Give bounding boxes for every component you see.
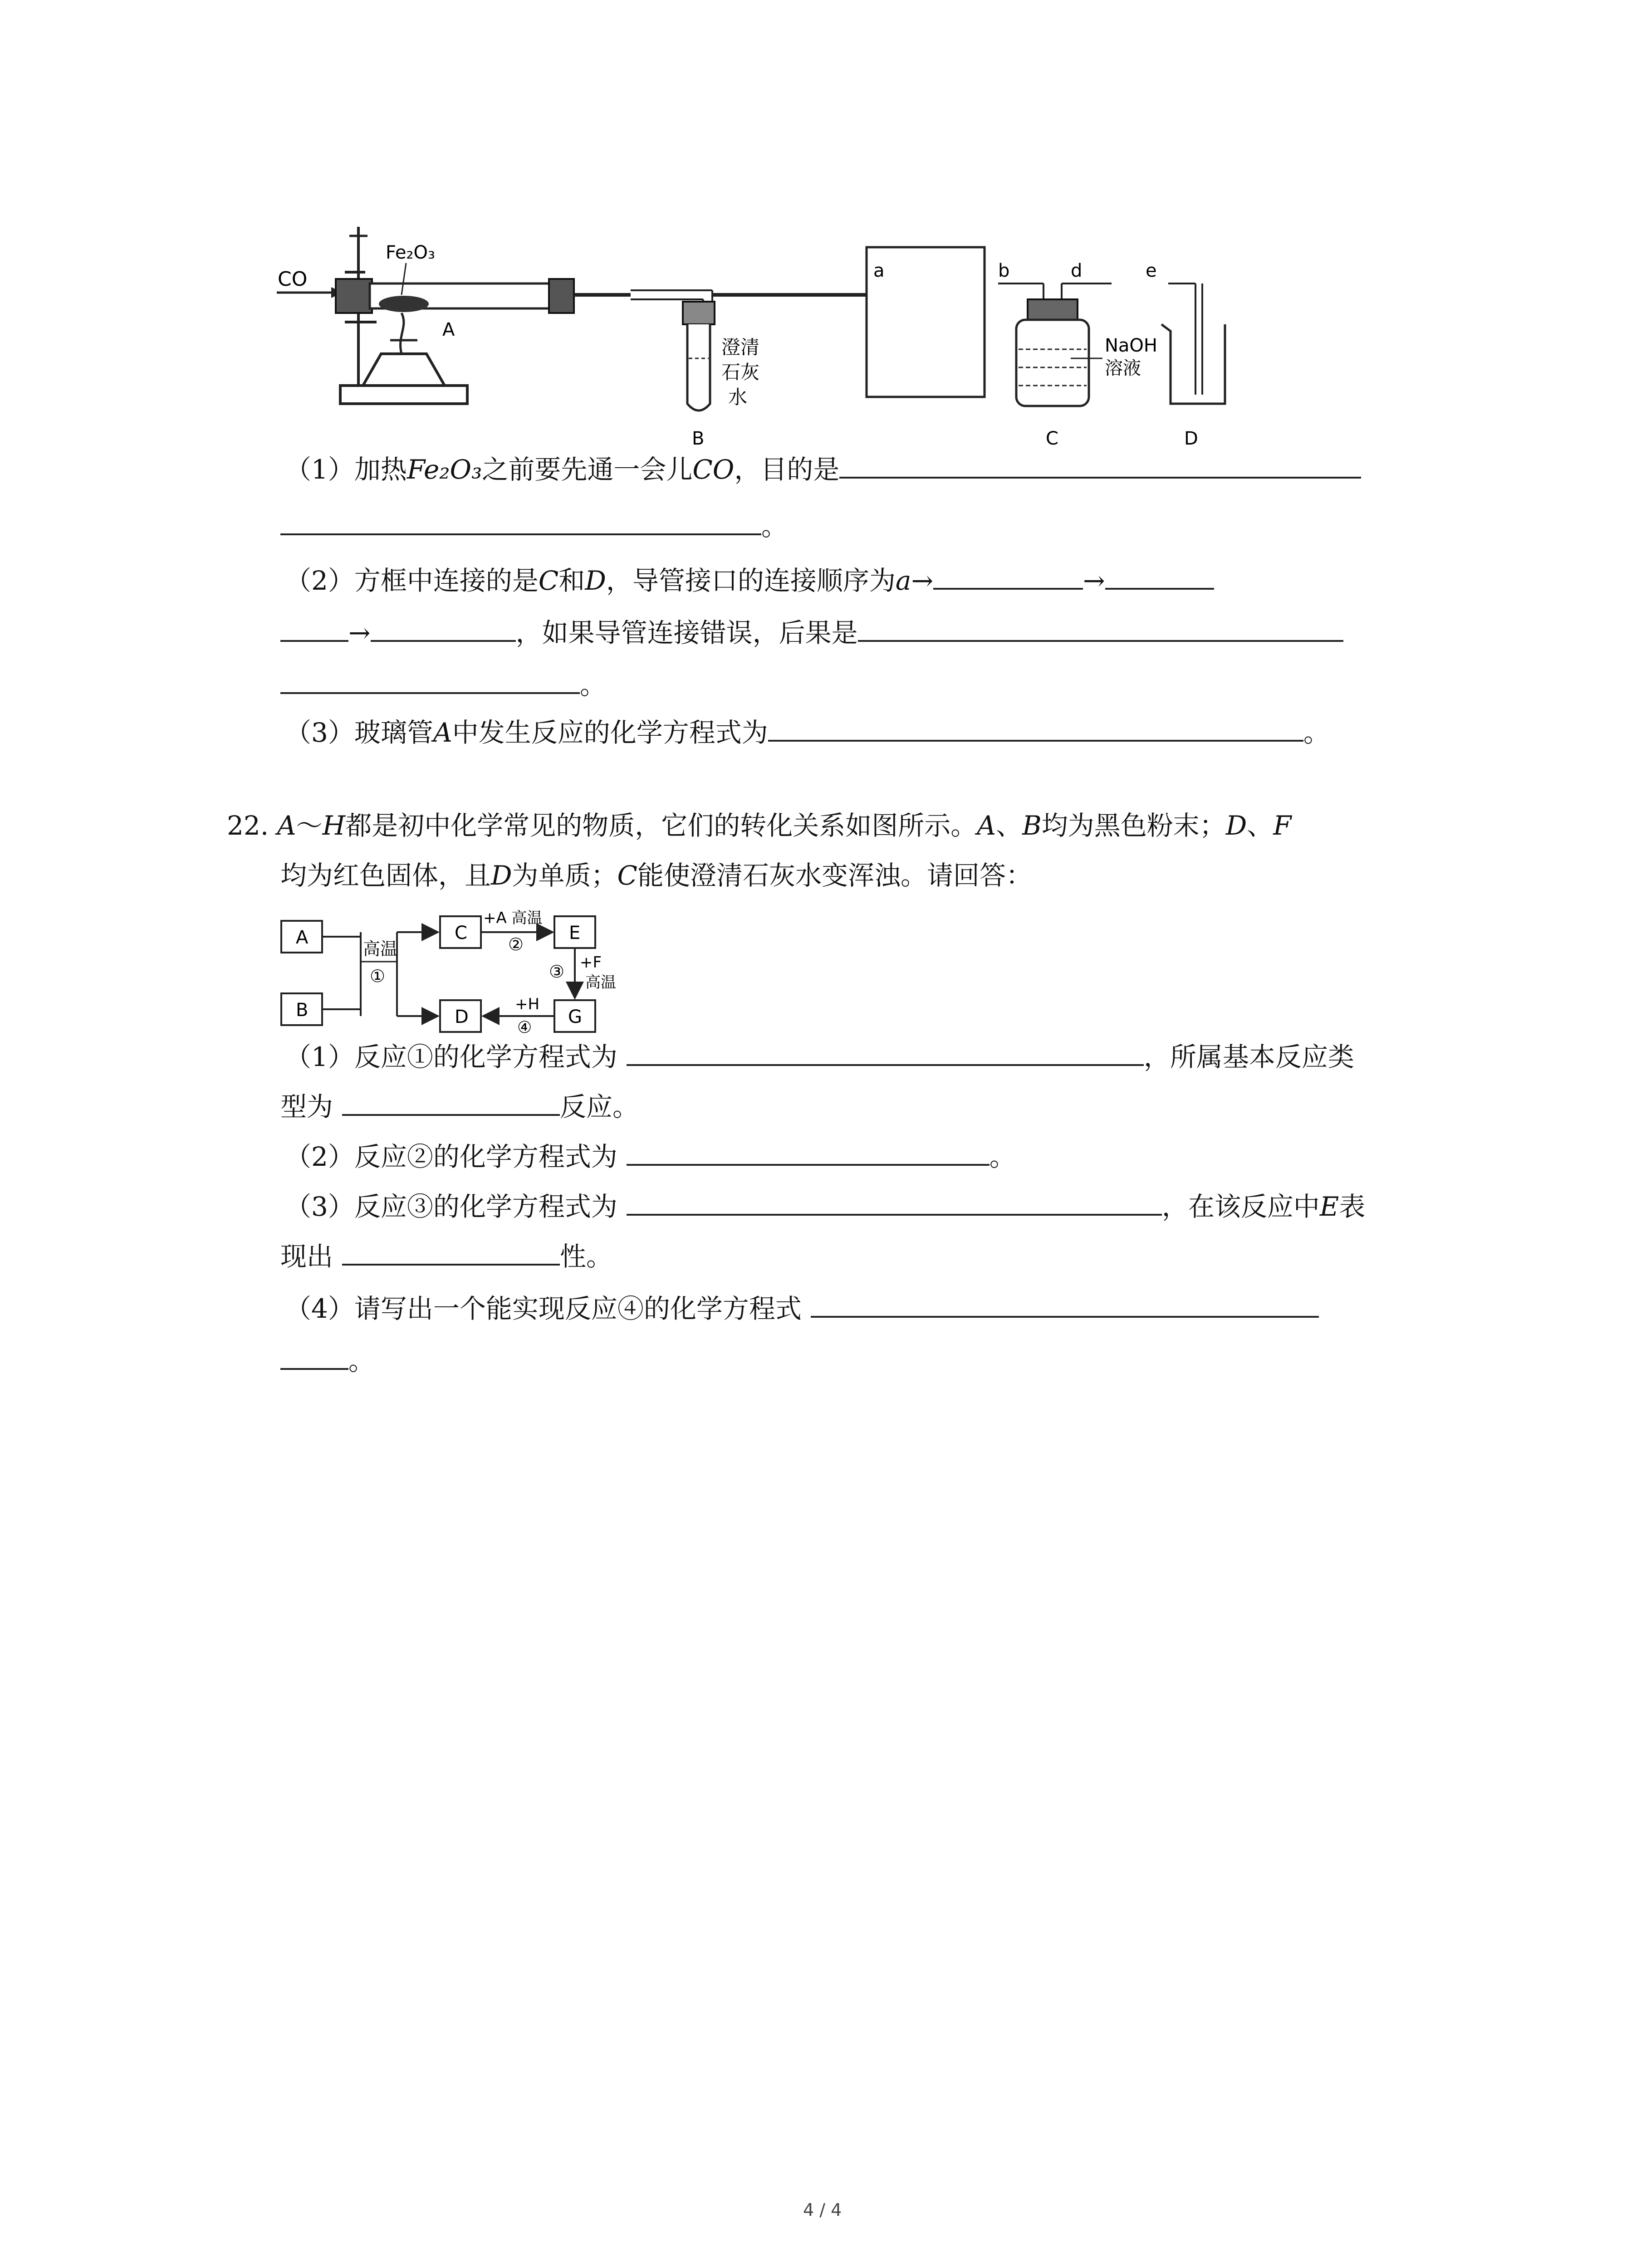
cond-3-gaowen: 高温: [585, 973, 616, 992]
q21-p1-c: ，目的是: [734, 454, 840, 485]
cond-2: ②: [508, 934, 524, 954]
cond-gaowen-1: 高温: [363, 939, 398, 959]
q21-p1-blank-2[interactable]: [280, 511, 761, 535]
q22-i2a: 均为红色固体，且: [280, 860, 491, 891]
alcohol-lamp: [363, 354, 445, 386]
q22-i1g: B: [1022, 810, 1042, 841]
box-G-label: G: [568, 1007, 582, 1027]
box-E-label: E: [569, 923, 581, 943]
q21-part2-line3: [280, 669, 606, 701]
q21-p3-blank[interactable]: [768, 717, 1303, 742]
q21-p2-blank-5[interactable]: [858, 617, 1343, 642]
q21-p2-b: ，导管接口的连接顺序为: [606, 565, 896, 596]
q22-part1-line1: [285, 1041, 1354, 1073]
q21-p1-a: （1）加热: [285, 454, 407, 485]
limewater-label-2: 石灰: [721, 361, 760, 383]
q22-p4-blank-2[interactable]: [280, 1345, 348, 1370]
label-C: C: [1046, 428, 1058, 449]
port-b: b: [998, 260, 1010, 281]
q21-p2-a: （2）方框中连接的是: [285, 565, 539, 596]
cond-3: ③: [549, 962, 565, 982]
naoh-label-1: NaOH: [1105, 335, 1157, 356]
limewater-label-3: 水: [728, 386, 748, 408]
q22-part4-line1: [285, 1293, 1319, 1325]
q22-flow-diagram: [277, 905, 622, 1034]
q22-part4-line2: [280, 1345, 375, 1377]
q21-p1-blank-1[interactable]: [839, 454, 1361, 479]
page-number: 4 / 4: [803, 2200, 842, 2220]
q21-p2-blank-2[interactable]: [1105, 565, 1214, 590]
q22-p1-c: 型为: [280, 1091, 333, 1122]
q22-p3-d: 现出: [280, 1241, 333, 1272]
apparatus-figure: [272, 204, 1406, 458]
q22-p3-blank-2[interactable]: [342, 1241, 560, 1266]
cond-1: ①: [370, 966, 386, 986]
q21-p2-blank-1[interactable]: [933, 565, 1083, 590]
q22-i1h: 均为黑色粉末；: [1041, 810, 1226, 841]
q21-p2-blank-4[interactable]: [371, 617, 516, 642]
cond-4: ④: [517, 1018, 532, 1034]
q22-p2-a: （2）反应②的化学方程式为: [285, 1141, 617, 1172]
q22-part3-line1: [285, 1191, 1365, 1222]
q21-p1-end: 。: [761, 511, 788, 542]
q22-i1i: D: [1225, 810, 1247, 841]
box-B-label: B: [296, 1000, 309, 1021]
q21-p2-arrow-1: →: [911, 565, 934, 596]
q21-p2-arrow-3: →: [348, 617, 371, 648]
box-A-label: A: [296, 927, 309, 948]
label-D: D: [1184, 428, 1198, 449]
label-B: B: [692, 428, 705, 449]
q22-i1e: A: [977, 810, 996, 841]
q21-p2-blank-3[interactable]: [280, 617, 348, 642]
q21-p1-b: 之前要先通一会儿: [482, 454, 693, 485]
q22-intro-line1: [227, 810, 1292, 841]
q22-p1-a: （1）反应①的化学方程式为: [285, 1041, 617, 1072]
q21-p2-c2: ，如果导管连接错误，后果是: [515, 617, 858, 648]
q21-p2-d: D: [585, 565, 606, 596]
test-tube-B: [687, 324, 710, 411]
q21-p3-a: （3）玻璃管: [285, 717, 433, 748]
q21-part1-line1: [285, 454, 1361, 485]
q22-p1-blank-1[interactable]: [627, 1041, 1144, 1066]
naoh-label-2: 溶液: [1105, 358, 1141, 379]
q22-part3-line2: [280, 1241, 612, 1272]
q22-i1b: ～: [296, 810, 323, 841]
label-A-apparatus: A: [442, 319, 455, 340]
beaker-D: [1161, 324, 1225, 404]
q21-p2-av: a: [895, 565, 911, 596]
port-d: d: [1071, 260, 1083, 281]
q22-i1f: 、: [996, 810, 1023, 841]
gas-bottle-C: [1016, 320, 1089, 406]
q22-p3-a: （3）反应③的化学方程式为: [285, 1191, 617, 1222]
q22-p4-end: 。: [348, 1345, 375, 1376]
q22-i2b: D: [491, 860, 512, 891]
q22-i2e: 能使澄清石灰水变浑浊。请回答：: [637, 860, 1032, 891]
stopper: [336, 279, 372, 313]
q22-p3-e: 性。: [560, 1241, 613, 1272]
port-a: a: [873, 260, 885, 281]
q21-p2-arrow-2: →: [1083, 565, 1105, 596]
q22-p3-E: E: [1319, 1191, 1339, 1222]
q22-p4-a: （4）请写出一个能实现反应④的化学方程式: [285, 1293, 802, 1324]
limewater-label-1: 澄清: [721, 336, 760, 358]
box-D-label: D: [455, 1007, 469, 1027]
q21-part2-line2: [280, 617, 1343, 649]
stopper-C: [1028, 299, 1078, 320]
q22-i2c: 为单质；: [512, 860, 617, 891]
q22-p2-end: 。: [989, 1141, 1016, 1172]
q22-intro-line2: [280, 860, 1032, 891]
q22-p3-b: ，在该反应中: [1161, 1191, 1320, 1222]
cond-3-plus: +F: [580, 953, 602, 972]
q21-p2-end: 。: [580, 670, 607, 700]
box-C-label: C: [455, 923, 467, 943]
q21-p2-and: 和: [558, 565, 585, 596]
q21-p1-formula: Fe₂O₃: [407, 454, 482, 485]
fe2o3-powder: [379, 296, 429, 312]
q22-i1c: H: [322, 810, 346, 841]
q22-number: 22.: [227, 810, 269, 841]
q21-part1-line2: [280, 510, 788, 542]
q22-i1j: 、: [1247, 810, 1274, 841]
q21-p3-A: A: [433, 717, 452, 748]
q21-part3-line1: [285, 717, 1330, 748]
q21-p2-c: C: [538, 565, 559, 596]
q22-p1-b: ，所属基本反应类: [1143, 1041, 1354, 1072]
port-e: e: [1146, 260, 1157, 281]
q22-p2-blank[interactable]: [627, 1141, 989, 1166]
q22-p4-blank-1[interactable]: [811, 1293, 1319, 1318]
q21-part2-line1: [285, 565, 1214, 596]
q21-p1-co: CO: [692, 454, 735, 485]
cond-2-top: +A 高温: [483, 909, 543, 927]
q22-part2-line1: [285, 1141, 1016, 1173]
q22-p1-d: 反应。: [560, 1091, 639, 1122]
q22-i1d: 都是初中化学常见的物质，它们的转化关系如图所示。: [345, 810, 977, 841]
q22-p1-blank-2[interactable]: [342, 1091, 560, 1116]
q22-p3-c: 表: [1339, 1191, 1366, 1222]
iron-stand-base: [340, 386, 467, 404]
co-label: CO: [278, 268, 308, 291]
q21-p3-end: 。: [1303, 717, 1330, 748]
q22-i1a: A: [277, 810, 296, 841]
fe2o3-label: Fe₂O₃: [386, 242, 435, 263]
cond-4-top: +H: [515, 995, 540, 1013]
q22-p3-blank-1[interactable]: [627, 1191, 1162, 1216]
q22-part1-line2: [280, 1091, 639, 1123]
q22-i2d: C: [617, 860, 637, 891]
q21-p3-b: 中发生反应的化学方程式为: [452, 717, 768, 748]
stopper-B: [683, 302, 715, 324]
q22-i1k: F: [1273, 810, 1292, 841]
q21-p2-blank-6[interactable]: [280, 670, 580, 694]
